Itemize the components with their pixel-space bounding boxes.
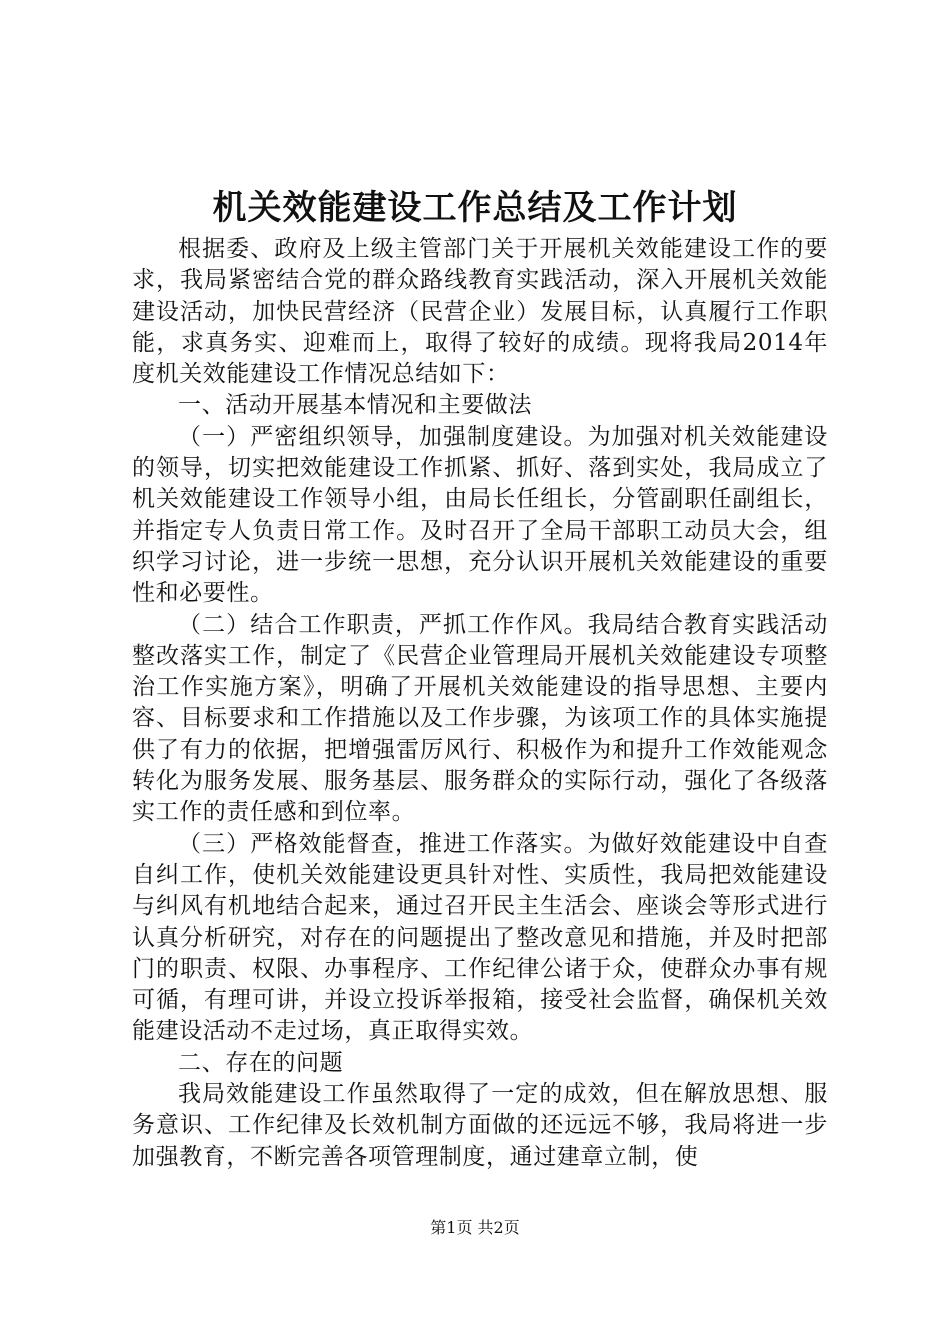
page-footer: 第1页 共2页: [430, 1218, 520, 1237]
section-heading-2: 二、存在的问题: [178, 1049, 344, 1076]
section-heading-1: 一、活动开展基本情况和主要做法: [178, 392, 532, 419]
problems-paragraph: 我局效能建设工作虽然取得了一定的成效，但在解放思想、服务意识、工作纪律及长效机制方面做的还远远不够，我局将进一步加强教育，不断完善各项管理制度，通过建章立制，使: [132, 1081, 828, 1170]
document-body: [132, 234, 828, 1173]
intro-paragraph: 根据委、政府及上级主管部门关于开展机关效能建设工作的要求，我局紧密结合党的群众路线教育实践活动，深入开展机关效能建设活动，加快民营经济（民营企业）发展目标，认真履行工作职能，求真务实、迎难而上，取得了较好的成绩。现将我局2014年度机关效能建设工作情况总结如下：: [132, 236, 828, 388]
subsection-paragraph-2: （二）结合工作职责，严抓工作作风。我局结合教育实践活动整改落实工作，制定了《民营企业管理局开展机关效能建设专项整治工作实施方案》，明确了开展机关效能建设的指导思想、主要内容、目标要求和工作措施以及工作步骤，为该项工作的具体实施提供了有力的依据，把增强雷厉风行、积极作为和提升工作效能观念转化为服务发展、服务基层、服务群众的实际行动，强化了各级落实工作的责任感和到位率。: [132, 611, 828, 826]
subsection-paragraph-3: （三）严格效能督查，推进工作落实。为做好效能建设中自查自纠工作，使机关效能建设更具针对性、实质性，我局把效能建设与纠风有机地结合起来，通过召开民主生活会、座谈会等形式进行认真分析研究，对存在的问题提出了整改意见和措施，并及时把部门的职责、权限、办事程序、工作纪律公诸于众，使群众办事有规可循，有理可讲，并设立投诉举报箱，接受社会监督，确保机关效能建设活动不走过场，真正取得实效。: [132, 830, 828, 1045]
subsection-paragraph-1: （一）严密组织领导，加强制度建设。为加强对机关效能建设的领导，切实把效能建设工作抓紧、抓好、落到实处，我局成立了机关效能建设工作领导小组，由局长任组长，分管副职任副组长，并指定专人负责日常工作。及时召开了全局干部职工动员大会，组织学习讨论，进一步统一思想，充分认识开展机关效能建设的重要性和必要性。: [132, 423, 828, 607]
document-title: 机关效能建设工作总结及工作计划: [212, 188, 738, 228]
